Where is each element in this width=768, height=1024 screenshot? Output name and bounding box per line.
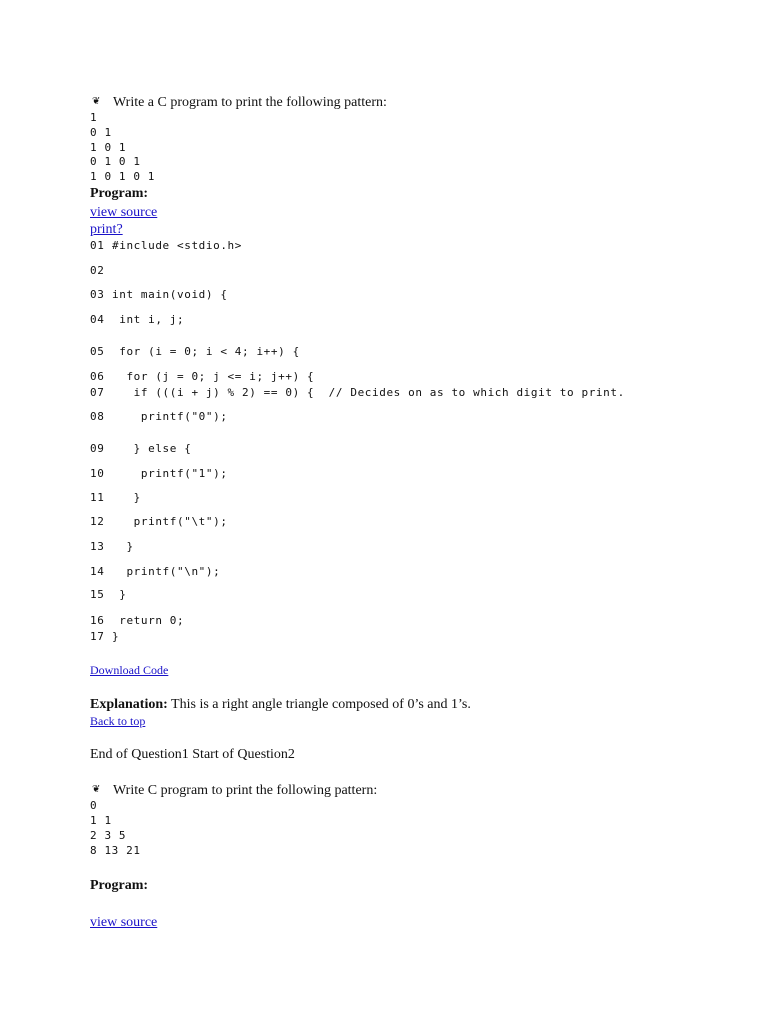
pattern-line: 1 0 1 0 1	[90, 170, 156, 183]
code-line: }	[112, 588, 127, 601]
program-heading: Program:	[90, 878, 149, 893]
code-line-number: 13	[90, 540, 105, 553]
code-line-number: 09	[90, 442, 105, 455]
view-source-link[interactable]: view source	[90, 205, 158, 220]
question-2-text: Write C program to print the following pattern:	[113, 783, 378, 798]
code-line-number: 11	[90, 491, 105, 504]
pattern-line: 0 1	[90, 126, 112, 139]
explanation-label: Explanation:	[90, 697, 168, 712]
code-line-number: 07	[90, 386, 105, 399]
explanation-text: This is a right angle triangle composed of 0’s and 1’s.	[167, 697, 471, 712]
pattern-line: 8 13 21	[90, 844, 141, 857]
pattern-line: 1 1	[90, 814, 112, 827]
code-line: return 0;	[112, 614, 185, 627]
pattern-line: 0	[90, 799, 98, 812]
section-separator: End of Question1 Start of Question2	[90, 747, 295, 762]
code-line: printf("\n");	[112, 565, 221, 578]
program-heading: Program:	[90, 186, 149, 201]
code-line-number: 14	[90, 565, 105, 578]
bullet-icon: ❦	[92, 96, 101, 107]
bullet-icon: ❦	[92, 784, 101, 795]
code-line: #include <stdio.h>	[112, 239, 243, 252]
code-line-number: 02	[90, 264, 105, 277]
code-line: printf("0");	[112, 410, 228, 423]
code-line-number: 03	[90, 288, 105, 301]
code-line: int i, j;	[112, 313, 185, 326]
download-code-link[interactable]: Download Code	[90, 663, 169, 677]
code-line: printf("\t");	[112, 515, 228, 528]
code-line: }	[112, 491, 141, 504]
code-line: for (i = 0; i < 4; i++) {	[112, 345, 300, 358]
print-link[interactable]: print?	[90, 222, 123, 237]
code-line-number: 08	[90, 410, 105, 423]
code-line: }	[112, 630, 120, 643]
explanation	[90, 697, 471, 713]
code-line-number: 06	[90, 370, 105, 383]
pattern-line: 2 3 5	[90, 829, 127, 842]
code-line-number: 05	[90, 345, 105, 358]
code-line: int main(void) {	[112, 288, 228, 301]
question-1-text: Write a C program to print the following pattern:	[113, 95, 387, 110]
code-line-number: 12	[90, 515, 105, 528]
pattern-line: 0 1 0 1	[90, 155, 141, 168]
code-line-number: 04	[90, 313, 105, 326]
code-line: }	[112, 540, 134, 553]
pattern-line: 1 0 1	[90, 141, 127, 154]
pattern-line: 1	[90, 111, 98, 124]
code-line: printf("1");	[112, 467, 228, 480]
code-line-number: 01	[90, 239, 105, 252]
back-to-top-link[interactable]: Back to top	[90, 714, 146, 728]
code-line: if (((i + j) % 2) == 0) { // Decides on as to which digit to print.	[112, 386, 625, 399]
view-source-link[interactable]: view source	[90, 915, 158, 930]
code-line-number: 17	[90, 630, 105, 643]
code-line: for (j = 0; j <= i; j++) {	[112, 370, 315, 383]
code-line-number: 10	[90, 467, 105, 480]
code-line-number: 15	[90, 588, 105, 601]
code-line-number: 16	[90, 614, 105, 627]
code-line: } else {	[112, 442, 192, 455]
